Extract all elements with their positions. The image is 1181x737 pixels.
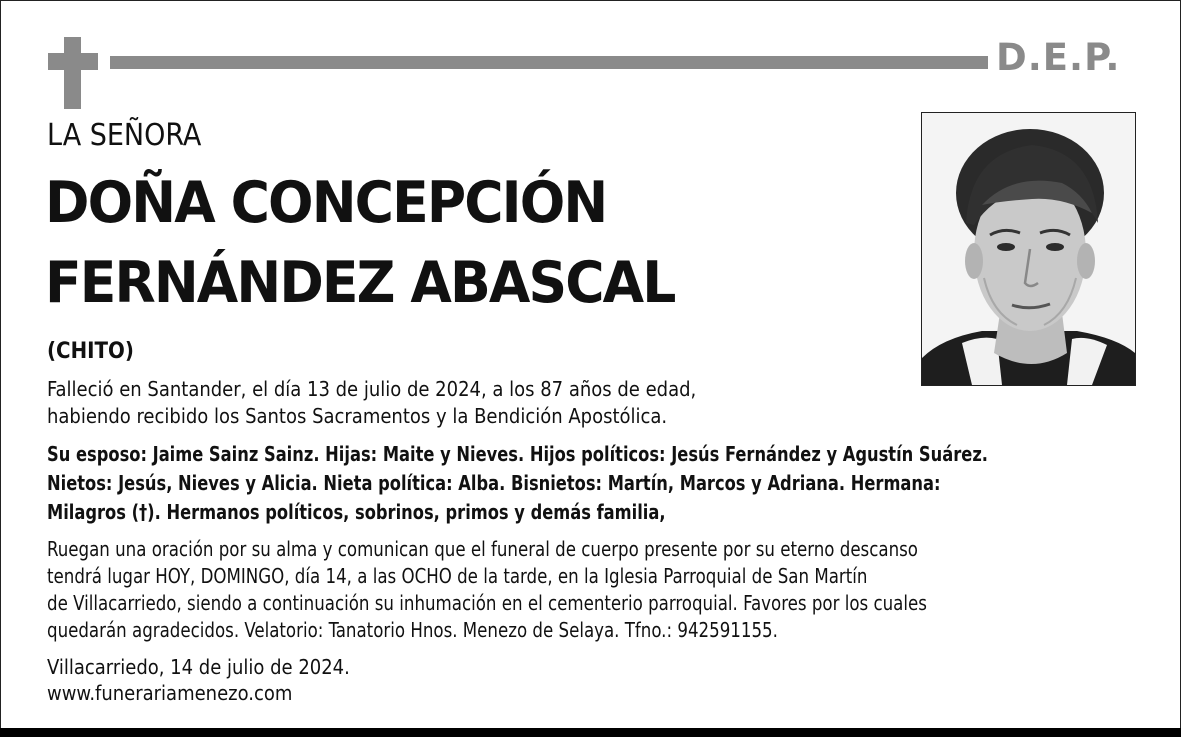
header-rule xyxy=(110,56,988,69)
death-line: habiendo recibido los Santos Sacramentos y la Bendición Apostólica. xyxy=(47,404,668,428)
family-line: Milagros (†). Hermanos políticos, sobrinos, primos y demás familia, xyxy=(47,500,666,524)
portrait-photo xyxy=(921,112,1136,386)
funeral-line: quedarán agradecidos. Velatorio: Tanatorio Hnos. Menezo de Selaya. Tfno.: 942591155. xyxy=(47,618,778,642)
cross-icon-arm xyxy=(48,53,98,70)
death-line: Falleció en Santander, el día 13 de julio de 2024, a los 87 años de edad, xyxy=(47,377,697,401)
deceased-name-line-2: FERNÁNDEZ ABASCAL xyxy=(45,250,675,316)
deceased-name-line-1: DOÑA CONCEPCIÓN xyxy=(45,170,607,236)
funeral-line: Ruegan una oración por su alma y comunican que el funeral de cuerpo presente por su eterno descanso xyxy=(47,537,918,561)
funeral-line: de Villacarriedo, siendo a continuación su inhumación en el cementerio parroquial. Favores por los cuales xyxy=(47,591,927,615)
family-line: Nietos: Jesús, Nieves y Alicia. Nieta política: Alba. Bisnietos: Martín, Marcos y Adriana. Hermana: xyxy=(47,471,941,495)
cross-icon xyxy=(64,37,81,109)
footer-rule xyxy=(0,728,1181,737)
portrait-photo-icon xyxy=(922,113,1135,385)
funeral-line: tendrá lugar HOY, DOMINGO, día 14, a las OCHO de la tarde, en la Iglesia Parroquial de San Martín xyxy=(47,564,868,588)
honorific: LA SEÑORA xyxy=(47,118,202,153)
place-date: Villacarriedo, 14 de julio de 2024. xyxy=(47,655,350,679)
family-line: Su esposo: Jaime Sainz Sainz. Hijas: Maite y Nieves. Hijos políticos: Jesús Fernández y Agustín Suárez. xyxy=(47,442,988,466)
nickname: (CHITO) xyxy=(47,339,134,364)
website-link[interactable]: www.funerariamenezo.com xyxy=(47,681,293,705)
dep-label: D.E.P. xyxy=(996,36,1121,79)
